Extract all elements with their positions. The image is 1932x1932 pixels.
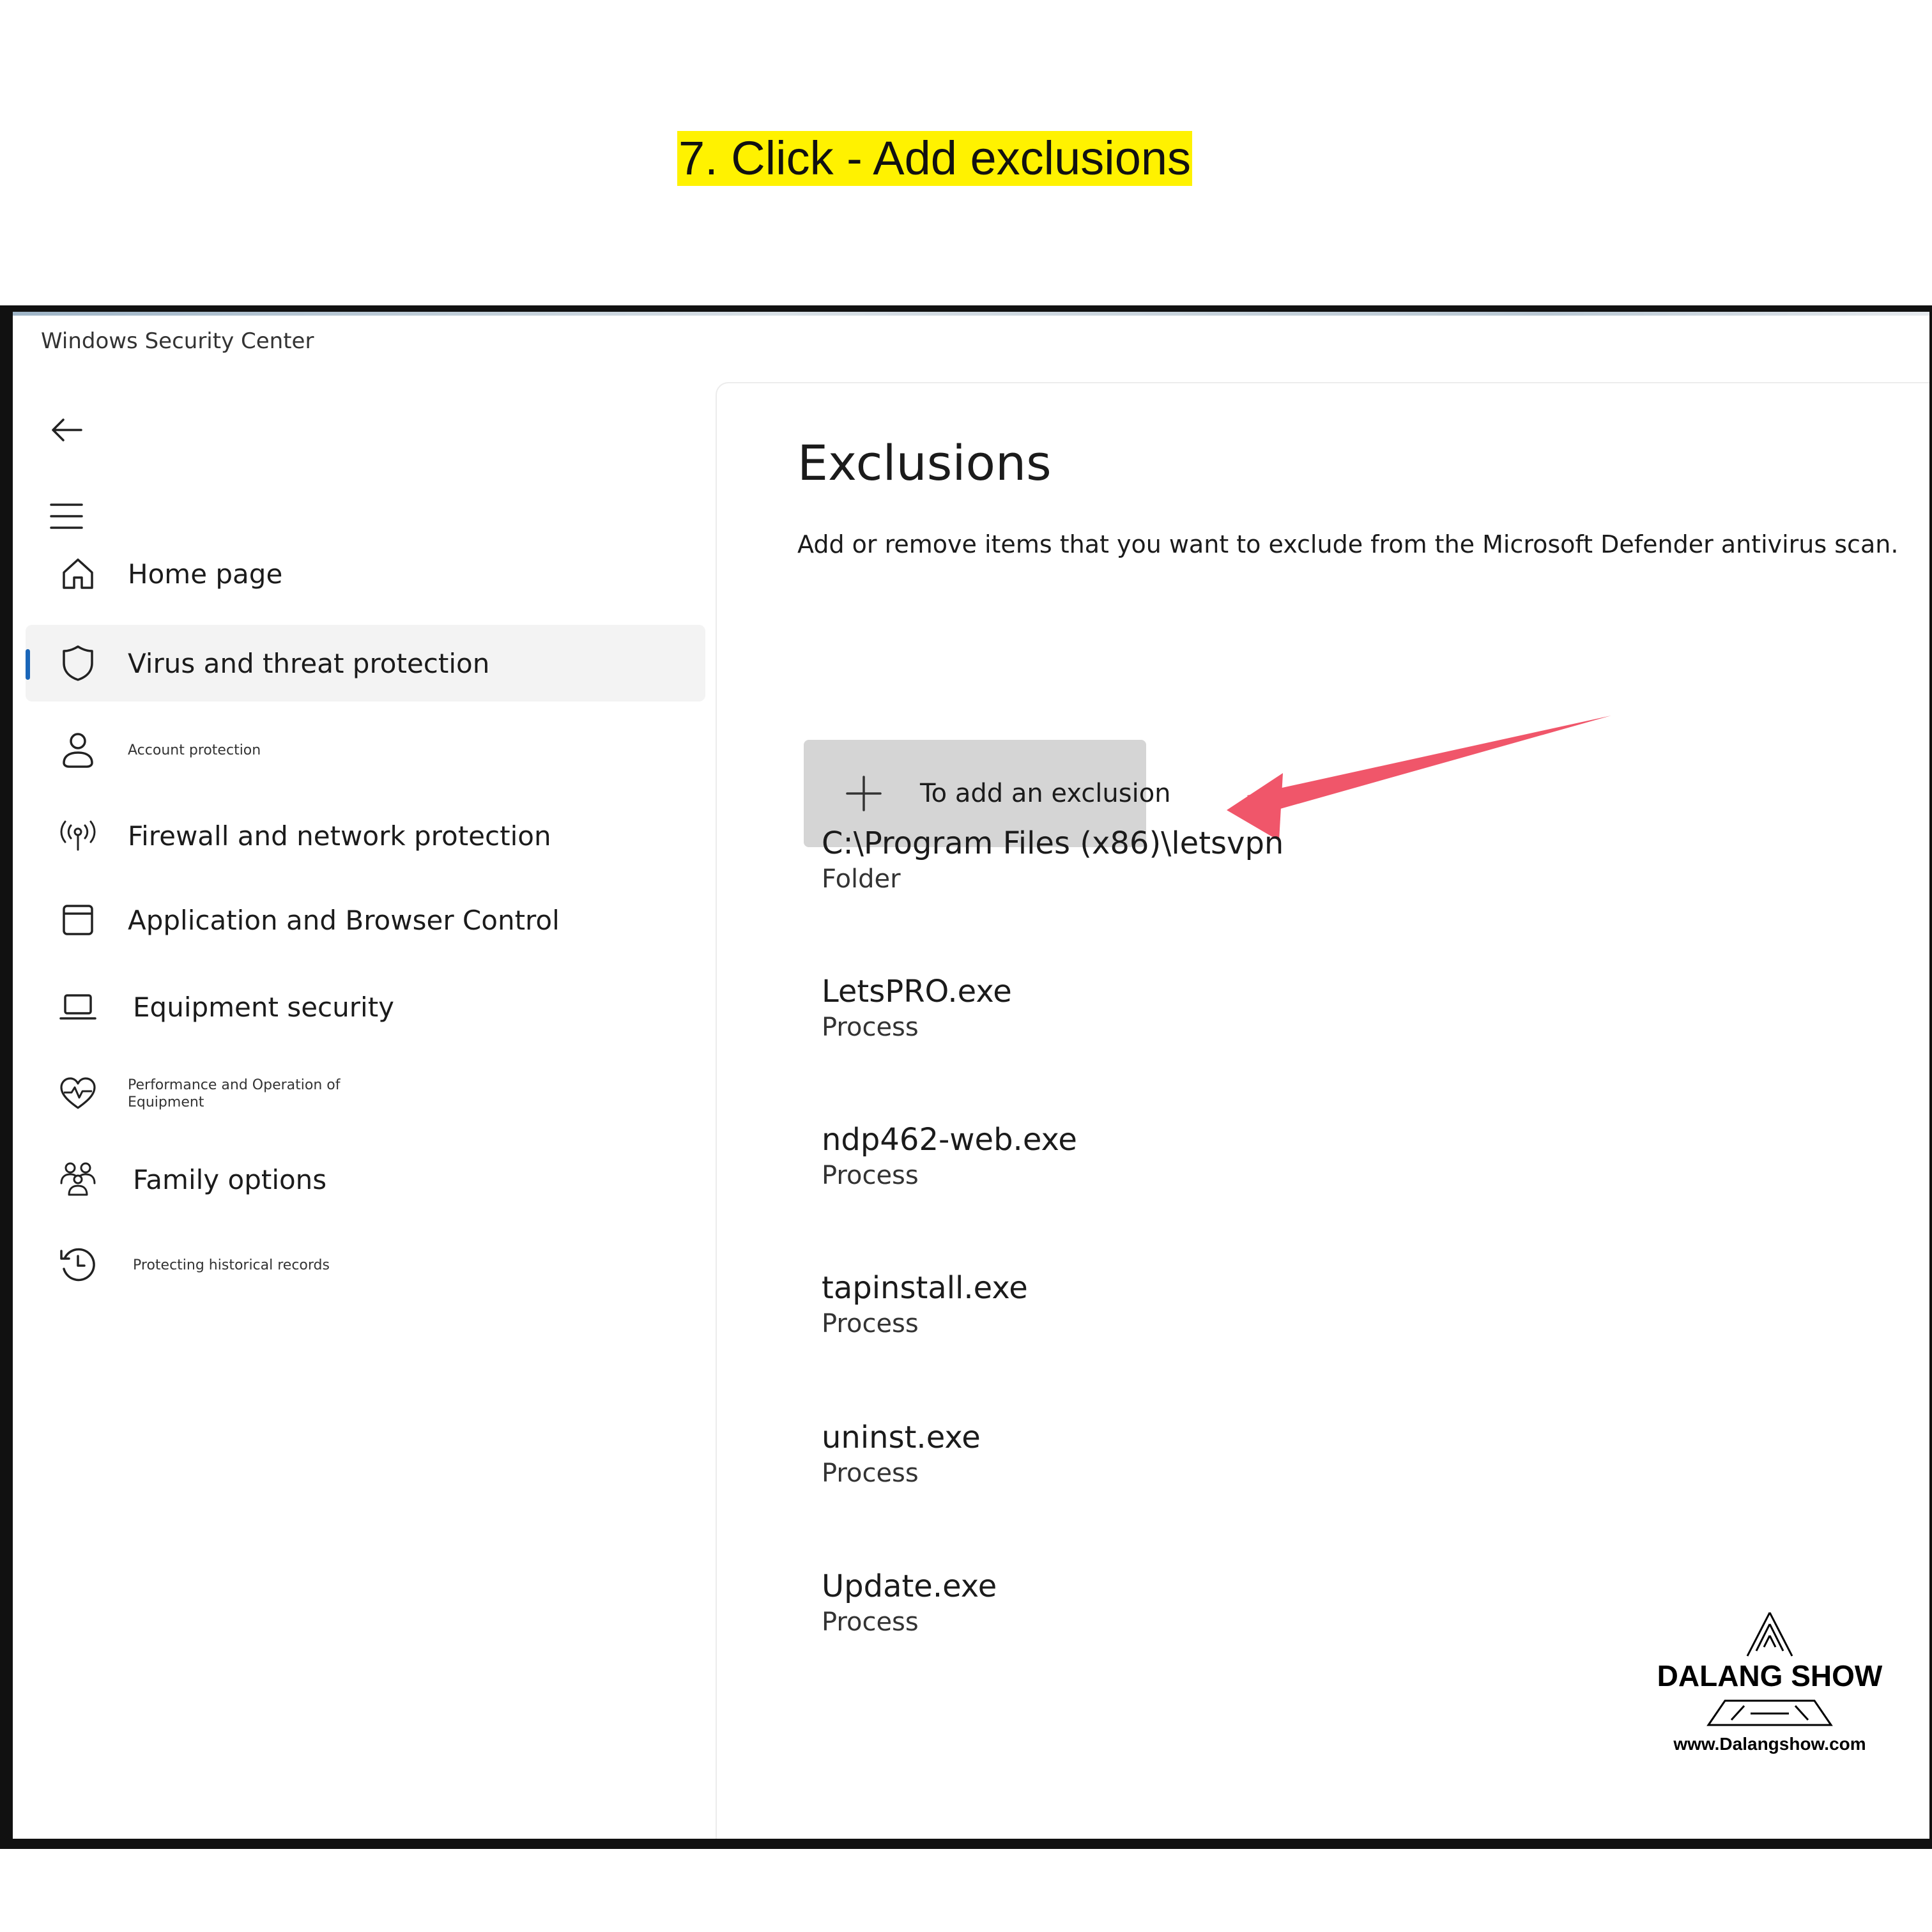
add-exclusion-label: To add an exclusion [920, 779, 1171, 808]
exclusion-item[interactable] [822, 1567, 1588, 1639]
triangle-logo-icon [1735, 1610, 1805, 1661]
family-icon [59, 1160, 97, 1199]
sidebar-item-performance[interactable] [26, 1055, 705, 1132]
sidebar-item-label: Performance and Operation of Equipment [128, 1077, 341, 1110]
sidebar-item-label: Account protection [128, 742, 261, 758]
exclusion-name: uninst.exe [822, 1420, 981, 1455]
exclusion-type: Process [822, 1309, 919, 1338]
heart-pulse-icon [59, 1075, 97, 1113]
sidebar-item-firewall[interactable] [26, 797, 705, 874]
shield-icon [59, 644, 97, 682]
exclusion-item[interactable] [822, 1269, 1588, 1340]
sidebar-item-virus-protection[interactable] [26, 625, 705, 702]
sidebar-item-app-browser-control[interactable] [26, 882, 705, 958]
exclusion-name: C:\Program Files (x86)\letsvpn [822, 825, 1284, 861]
history-icon [59, 1246, 97, 1284]
sidebar-item-label: Home page [128, 558, 283, 590]
menu-button[interactable] [47, 497, 86, 535]
step-caption: 7. Click - Add exclusions [678, 132, 1192, 185]
page-title: Exclusions [797, 434, 1052, 491]
home-icon [59, 555, 97, 593]
arrow-left-icon [50, 417, 82, 443]
exclusion-item[interactable] [822, 824, 1588, 896]
sidebar-item-label: Application and Browser Control [128, 904, 560, 936]
exclusion-name: ndp462-web.exe [822, 1122, 1077, 1158]
person-icon [59, 731, 97, 769]
window-title: Windows Security Center [41, 328, 314, 354]
exclusion-item[interactable] [822, 972, 1588, 1044]
app-window-icon [59, 901, 97, 939]
exclusion-type: Process [822, 1013, 919, 1042]
antenna-icon [59, 816, 97, 855]
exclusion-item[interactable] [822, 1121, 1588, 1192]
sidebar-item-label: Firewall and network protection [128, 820, 551, 852]
sidebar-item-equipment-security[interactable] [26, 969, 705, 1045]
sidebar-item-home[interactable] [26, 535, 705, 612]
exclusion-name: LetsPRO.exe [822, 974, 1012, 1009]
exclusion-type: Folder [822, 864, 901, 894]
sidebar-item-family-options[interactable] [26, 1141, 705, 1218]
exclusion-type: Process [822, 1459, 919, 1488]
triangle-base-logo-icon [1706, 1697, 1834, 1729]
exclusion-name: Update.exe [822, 1568, 997, 1604]
active-indicator [26, 649, 30, 680]
plus-icon [843, 773, 884, 814]
sidebar-item-protection-history[interactable] [26, 1227, 705, 1303]
laptop-icon [59, 988, 97, 1026]
exclusion-name: tapinstall.exe [822, 1270, 1028, 1306]
back-button[interactable] [47, 411, 86, 449]
sidebar-item-account-protection[interactable] [26, 712, 705, 788]
watermark-brand-name: DALANG SHOW [1657, 1659, 1883, 1692]
sidebar-item-label: Family options [133, 1163, 327, 1195]
sidebar [13, 312, 716, 1839]
page-description: Add or remove items that you want to exclude from the Microsoft Defender antivirus scan. [797, 530, 1899, 558]
exclusion-type: Process [822, 1607, 919, 1637]
hamburger-menu-icon [50, 502, 83, 530]
exclusion-type: Process [822, 1161, 919, 1190]
exclusion-item[interactable] [822, 1418, 1588, 1490]
dalang-show-watermark [1636, 1610, 1904, 1763]
sidebar-item-label: Equipment security [133, 991, 395, 1023]
sidebar-item-label: Virus and threat protection [128, 647, 490, 679]
watermark-url: www.Dalangshow.com [1673, 1734, 1866, 1754]
sidebar-item-label: Protecting historical records [133, 1257, 330, 1273]
